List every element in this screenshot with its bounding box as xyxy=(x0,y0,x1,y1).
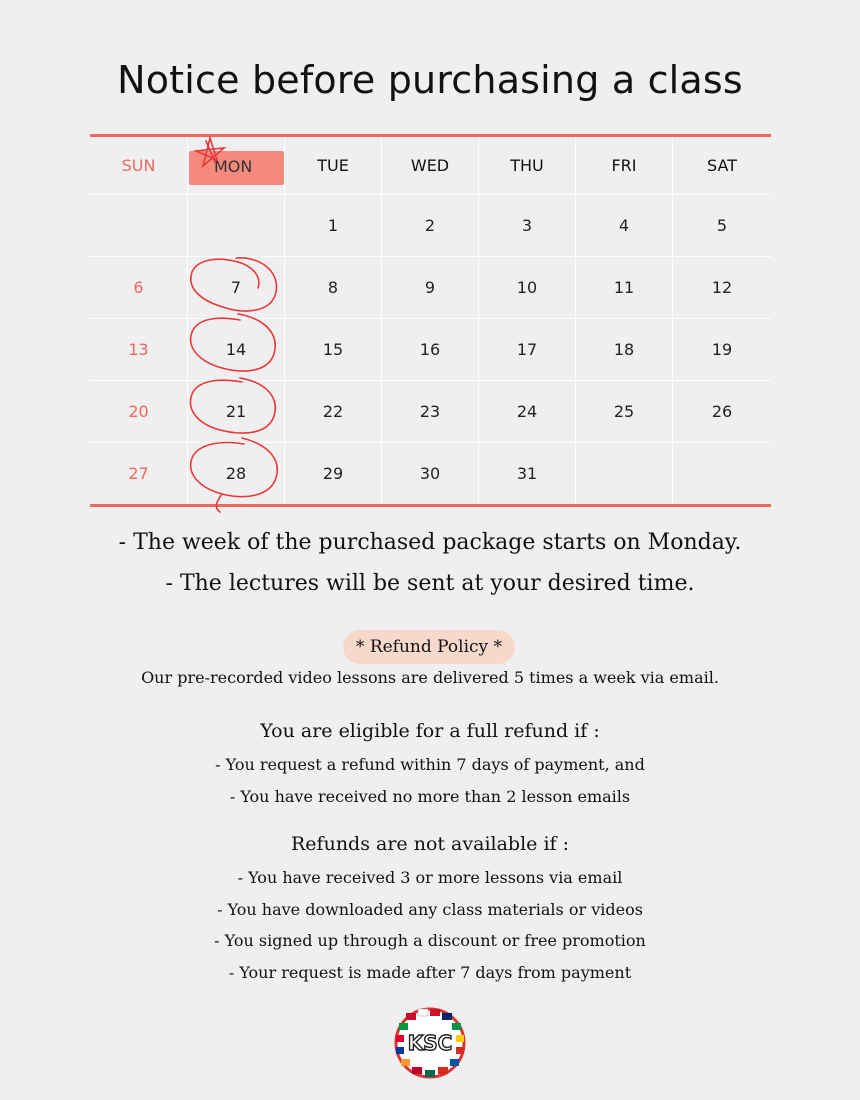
date-cell: 26 xyxy=(673,381,771,443)
date-cell-circled: 14 xyxy=(188,319,285,381)
date-cell: 31 xyxy=(479,443,576,504)
date-cell: 1 xyxy=(285,195,382,257)
date-cell: 10 xyxy=(479,257,576,319)
logo-text: KSC xyxy=(407,1031,453,1055)
date-cell: 18 xyxy=(576,319,673,381)
refund-policy-intro: Our pre-recorded video lessons are delivered 5 times a week via email. xyxy=(141,668,719,687)
date-cell: 24 xyxy=(479,381,576,443)
date-cell: 25 xyxy=(576,381,673,443)
date-cell: 12 xyxy=(673,257,771,319)
calendar-grid xyxy=(90,137,771,504)
date-cell: 17 xyxy=(479,319,576,381)
date-cell-circled: 28 xyxy=(188,443,285,504)
day-header-fri: FRI xyxy=(576,137,673,195)
date-cell: 20 xyxy=(90,381,188,443)
date-cell: 6 xyxy=(90,257,188,319)
date-cell xyxy=(90,195,188,257)
date-cell: 27 xyxy=(90,443,188,504)
eligible-heading: You are eligible for a full refund if : xyxy=(260,720,600,742)
date-cell-circled: 21 xyxy=(188,381,285,443)
date-cell: 29 xyxy=(285,443,382,504)
not-available-item: - You have downloaded any class materials or videos xyxy=(217,900,643,919)
date-cell: 22 xyxy=(285,381,382,443)
date-cell: 5 xyxy=(673,195,771,257)
date-cell xyxy=(576,443,673,504)
ksc-flags-logo-icon xyxy=(392,1005,468,1081)
date-cell xyxy=(673,443,771,504)
day-header-sat: SAT xyxy=(673,137,771,195)
day-header-mon-label: MON xyxy=(214,157,253,176)
calendar-bottom-rule xyxy=(90,504,771,507)
eligible-item: - You request a refund within 7 days of payment, and xyxy=(215,755,645,774)
refund-policy-badge: * Refund Policy * xyxy=(343,630,515,664)
date-cell xyxy=(188,195,285,257)
page-title: Notice before purchasing a class xyxy=(117,58,743,102)
not-available-item: - You signed up through a discount or free promotion xyxy=(214,931,646,950)
day-header-thu: THU xyxy=(479,137,576,195)
date-cell: 3 xyxy=(479,195,576,257)
not-available-heading: Refunds are not available if : xyxy=(291,833,569,855)
note-lecture-time: - The lectures will be sent at your desired time. xyxy=(165,571,695,596)
date-cell: 19 xyxy=(673,319,771,381)
day-header-wed: WED xyxy=(382,137,479,195)
date-cell: 9 xyxy=(382,257,479,319)
eligible-item: - You have received no more than 2 lesson emails xyxy=(229,787,631,806)
date-cell: 23 xyxy=(382,381,479,443)
calendar xyxy=(90,134,771,506)
not-available-item: - Your request is made after 7 days from payment xyxy=(228,963,632,982)
date-cell: 2 xyxy=(382,195,479,257)
date-cell: 15 xyxy=(285,319,382,381)
date-cell: 11 xyxy=(576,257,673,319)
date-cell: 4 xyxy=(576,195,673,257)
not-available-item: - You have received 3 or more lessons via email xyxy=(237,868,623,887)
date-cell-circled: 7 xyxy=(188,257,285,319)
day-header-tue: TUE xyxy=(285,137,382,195)
date-cell: 30 xyxy=(382,443,479,504)
note-week-start: - The week of the purchased package starts on Monday. xyxy=(118,530,742,555)
day-header-sun: SUN xyxy=(90,137,188,195)
date-cell: 16 xyxy=(382,319,479,381)
date-cell: 13 xyxy=(90,319,188,381)
date-cell: 8 xyxy=(285,257,382,319)
